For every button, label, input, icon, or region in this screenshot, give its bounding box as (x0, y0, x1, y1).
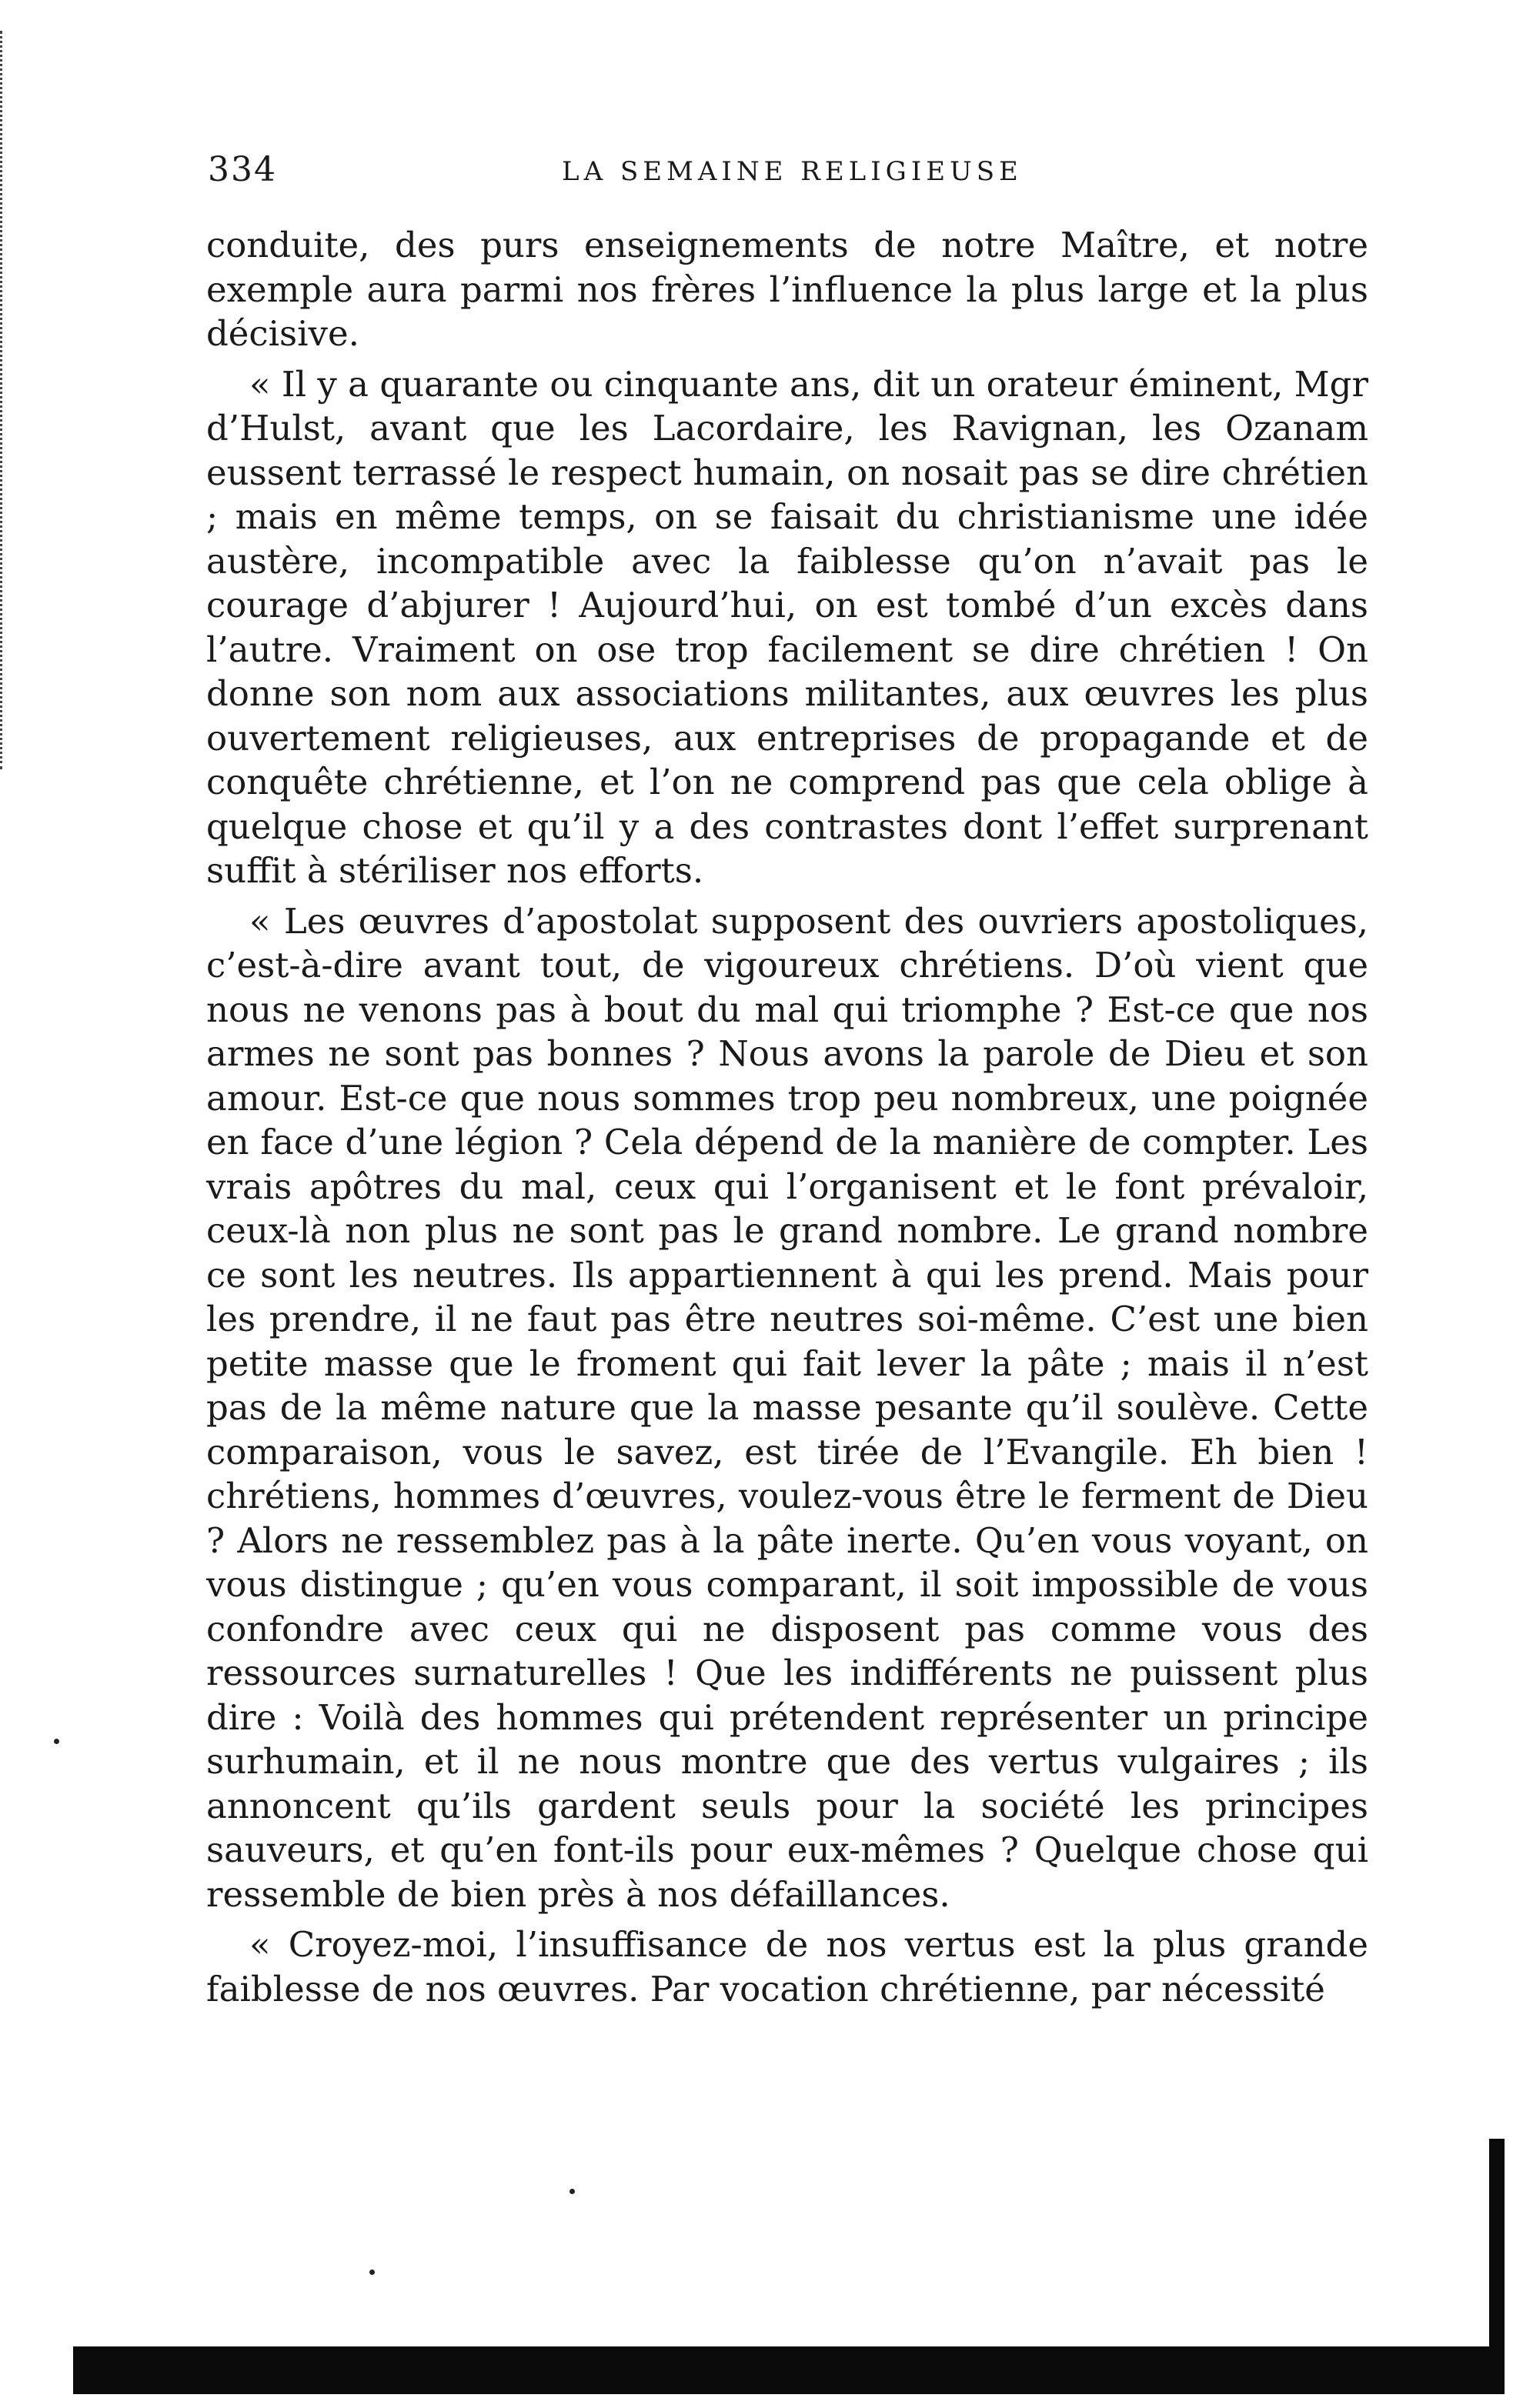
page-number: 334 (208, 150, 277, 189)
page-edge-scan-artifact (0, 31, 16, 769)
paragraph-continuation: conduite, des purs enseignements de notre Maître, et notre exemple aura parmi nos frères l’influence la plus large et la plus décisive. (206, 225, 1368, 354)
scan-speck (369, 2270, 375, 2275)
scan-border-right (1489, 2139, 1505, 2370)
body-text (206, 223, 1368, 2011)
running-title: LA SEMAINE RELIGIEUSE (562, 156, 1023, 187)
scan-border-bottom (73, 2346, 1505, 2394)
scan-speck (54, 1739, 59, 1744)
paragraph-quote-3: « Croyez-moi, l’insuffisance de nos vertus est la plus grande faiblesse de nos œuvres. Par vocation chrétienne, par nécessité (206, 1924, 1368, 2009)
scan-speck (569, 2189, 575, 2194)
paragraph-quote-1: « Il y a quarante ou cinquante ans, dit un orateur éminent, Mgr d’Hulst, avant que les Lacordaire, les Ravignan, les Ozanam eussent terrassé le respect humain, on nosait pas se dire chrétien ; mais en même temps, on se faisait du christianisme une idée austère, incompatible avec la faiblesse qu’on n’avait pas le courage d’abjurer ! Aujourd’hui, on est tombé d’un excès dans l’autre. Vraiment on ose trop facilement se dire chrétien ! On donne son nom aux associations militantes, aux œuvres les plus ouvertement religieuses, aux entreprises de propagande et de conquête chrétienne, et l’on ne comprend pas que cela oblige à quelque chose et qu’il y a des contrastes dont l’effet surprenant suffit à stériliser nos efforts. (206, 363, 1368, 891)
paragraph-quote-2: « Les œuvres d’apostolat supposent des ouvriers apostoliques, c’est-à-dire avant tout, de vigoureux chrétiens. D’où vient que nous ne venons pas à bout du mal qui triomphe ? Est-ce que nos armes ne sont pas bonnes ? Nous avons la parole de Dieu et son amour. Est-ce que nous sommes trop peu nombreux, une poignée en face d’une légion ? Cela dépend de la manière de compter. Les vrais apôtres du mal, ceux qui l’organisent et le font prévaloir, ceux-là non plus ne sont pas le grand nombre. Le grand nombre ce sont les neutres. Ils appartiennent à qui les prend. Mais pour les prendre, il ne faut pas être neutres soi-même. C’est une bien petite masse que le froment qui fait lever la pâte ; mais il n’est pas de la même nature que la masse pesante qu’il soulève. Cette comparaison, vous le savez, est tirée de l’Evangile. Eh bien ! chrétiens, hommes d’œuvres, voulez-vous être le ferment de Dieu ? Alors ne ressemblez pas à la pâte inerte. Qu’en vous voyant, on vous distingue ; qu’en vous comparant, il soit impossible de vous confondre avec ceux qui ne disposent pas comme vous des ressources surnaturelles ! Que les indifférents ne puissent plus dire : Voilà des hommes qui prétendent représenter un principe surhumain, et il ne nous montre que des vertus vulgaires ; ils annoncent qu’ils gardent seuls pour la société les principes sauveurs, et qu’en font-ils pour eux-mêmes ? Quelque chose qui ressemble de bien près à nos défaillances. (206, 900, 1368, 1915)
page-header (208, 150, 1378, 196)
